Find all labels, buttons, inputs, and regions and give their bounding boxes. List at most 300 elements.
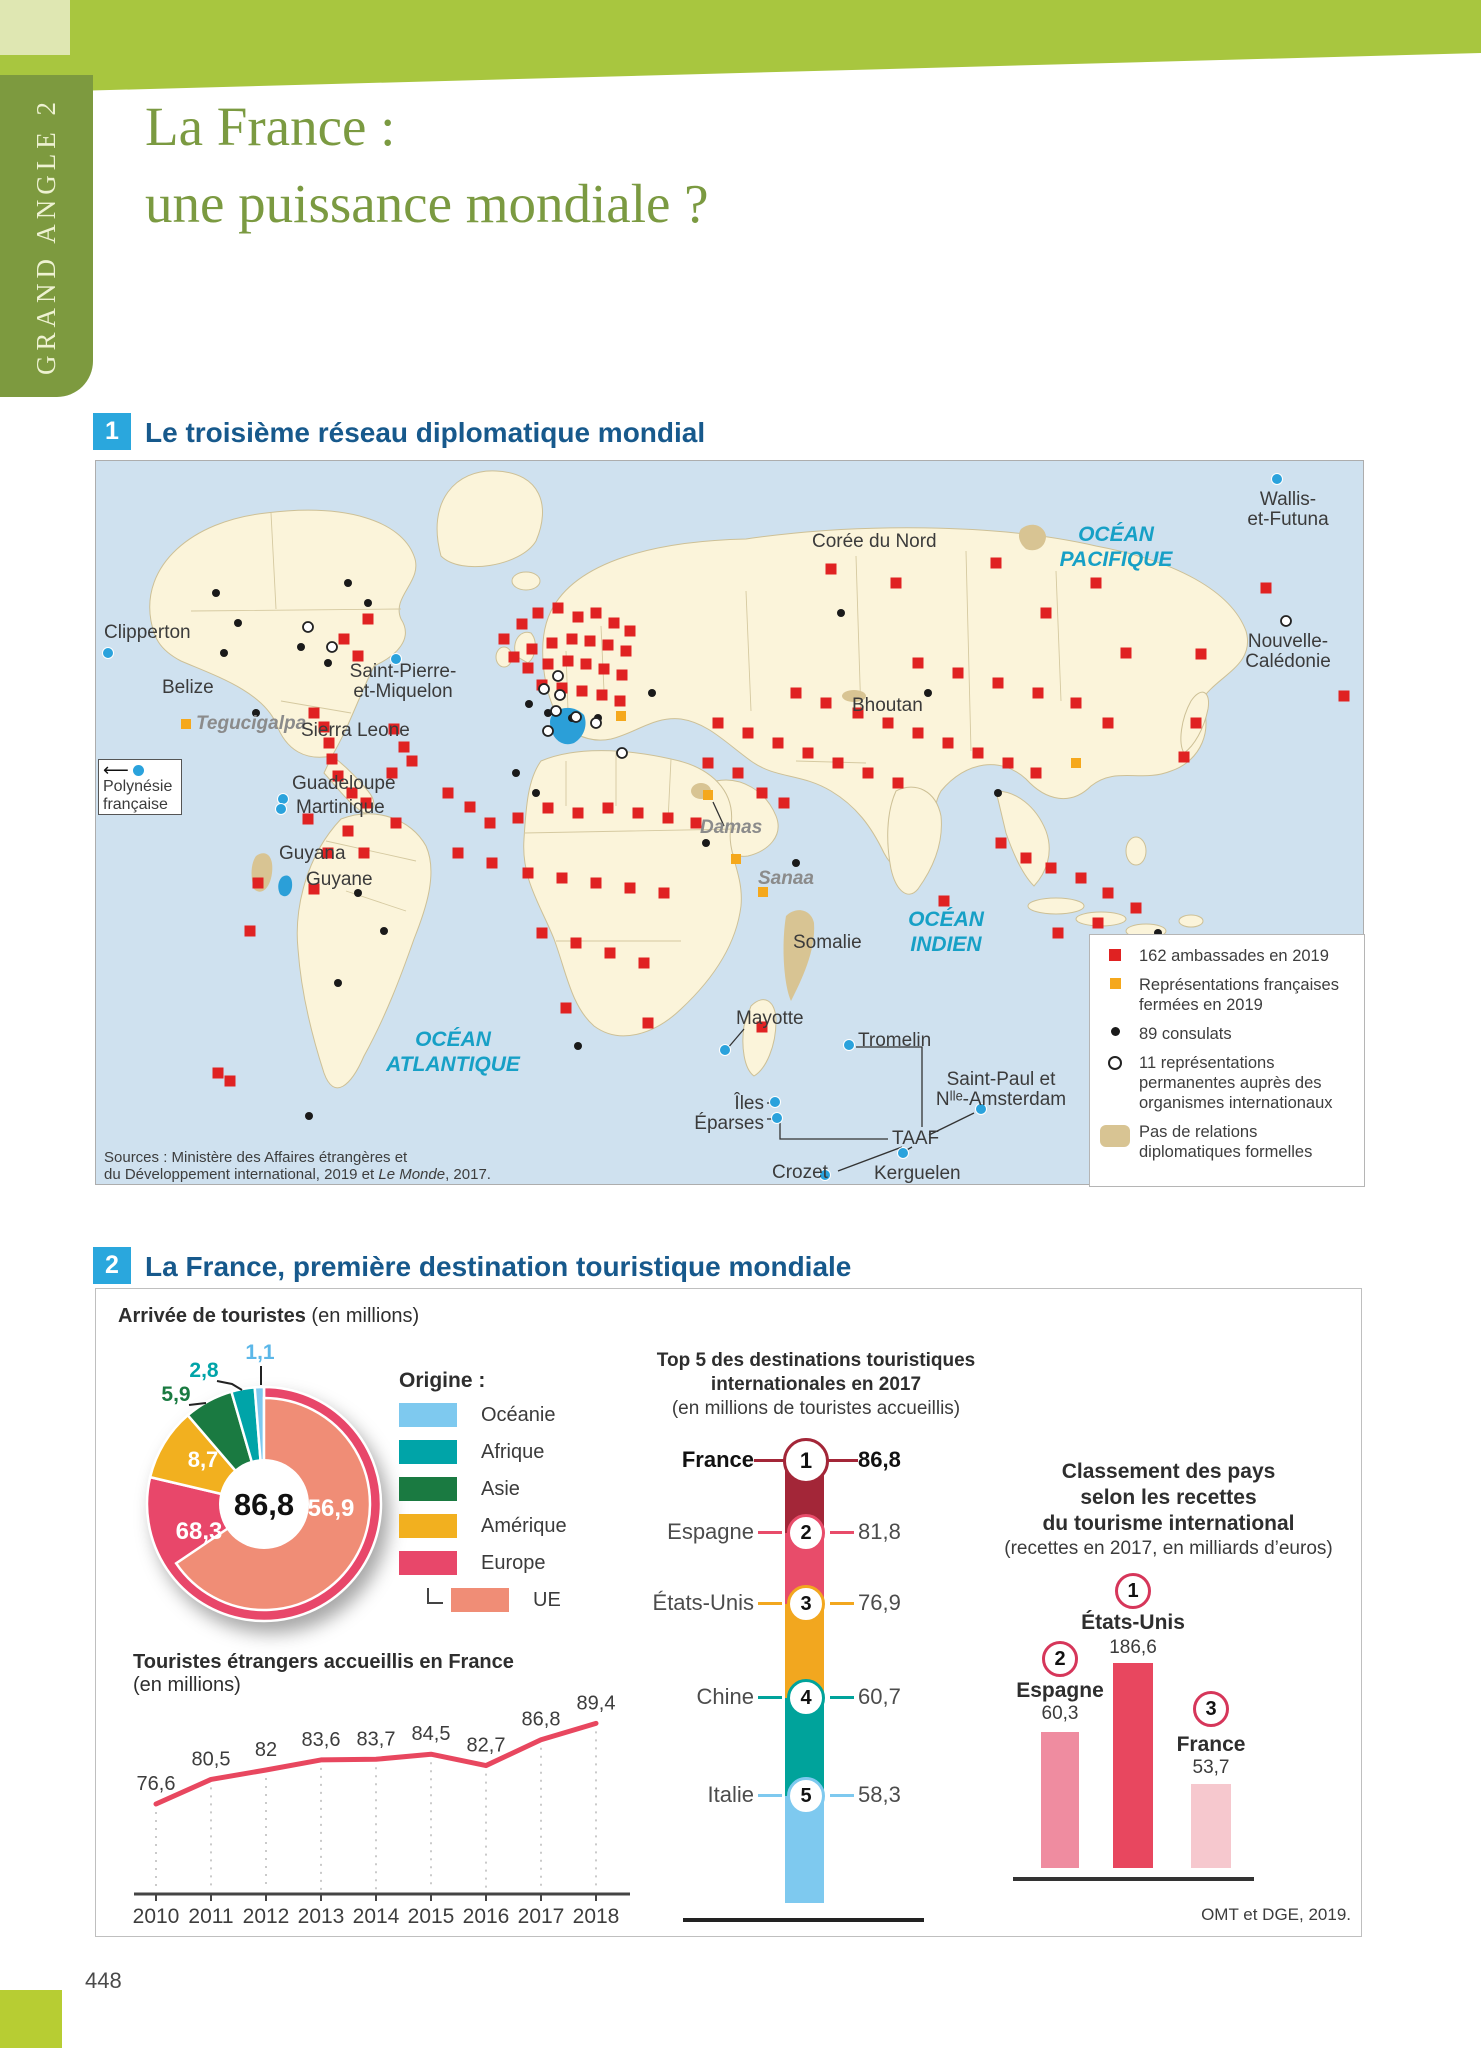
embassy-marker[interactable]	[943, 738, 954, 749]
map-place-label: Tegucigalpa	[196, 713, 307, 734]
consulate-marker[interactable]	[837, 609, 845, 617]
top5-rank-badge[interactable]: 1	[783, 1438, 829, 1484]
map-place-label: Somalie	[793, 932, 862, 953]
embassy-marker[interactable]	[585, 636, 596, 647]
embassy-marker[interactable]	[573, 808, 584, 819]
year-tick-label: 2017	[517, 1905, 565, 1928]
chapter-tab-label: GRAND ANGLE 2	[31, 97, 61, 375]
embassy-marker[interactable]	[1261, 583, 1272, 594]
tourism-infographic	[95, 1288, 1362, 1937]
embassy-marker[interactable]	[1131, 903, 1142, 914]
data-point-label: 82,7	[466, 1734, 506, 1757]
embassy-marker[interactable]	[1339, 691, 1350, 702]
embassy-marker[interactable]	[913, 728, 924, 739]
embassy-marker[interactable]	[891, 578, 902, 589]
map-place-label: Nouvelle-Calédonie	[1245, 631, 1331, 672]
consulate-dot-icon	[1100, 1024, 1130, 1044]
embassy-marker[interactable]	[485, 818, 496, 829]
embassy-marker[interactable]	[615, 696, 626, 707]
top5-value: 76,9	[858, 1590, 901, 1615]
origin-legend	[399, 1369, 639, 1612]
sumatra-shape	[1028, 898, 1084, 914]
top5-baseline	[683, 1918, 924, 1922]
ocean-label: OCÉAN INDIEN	[908, 908, 984, 956]
legend-item	[1100, 1122, 1356, 1162]
year-tick-label: 2012	[242, 1905, 290, 1928]
donut-afrique-callout: 2,8	[189, 1359, 219, 1382]
revenue-rank-badge[interactable]: 2	[1042, 1641, 1078, 1677]
consulate-marker[interactable]	[574, 1042, 582, 1050]
embassy-marker[interactable]	[1196, 649, 1207, 660]
top5-country-label: Italie	[707, 1782, 754, 1807]
top-banner	[0, 0, 1481, 96]
embassy-marker[interactable]	[996, 838, 1007, 849]
embassy-marker[interactable]	[743, 728, 754, 739]
permanent-representation-marker[interactable]	[1281, 616, 1291, 626]
consulate-marker[interactable]	[380, 927, 388, 935]
map-place-label: Tromelin	[858, 1030, 932, 1051]
closed-square-icon	[1100, 975, 1130, 1015]
year-tick-label: 2013	[297, 1905, 345, 1928]
consulate-marker[interactable]	[234, 619, 242, 627]
map-place-label: Sierra Leone	[301, 720, 410, 741]
donut-center-value: 86,8	[233, 1487, 295, 1522]
year-tick-label: 2018	[572, 1905, 620, 1928]
year-tick-label: 2015	[407, 1905, 455, 1928]
embassy-marker[interactable]	[577, 686, 588, 697]
embassy-marker[interactable]	[1103, 888, 1114, 899]
french-territory-marker[interactable]	[844, 1040, 855, 1051]
embassy-marker[interactable]	[591, 608, 602, 619]
embassy-marker[interactable]	[571, 938, 582, 949]
rank-dash	[758, 1531, 782, 1534]
consulate-marker[interactable]	[512, 769, 520, 777]
iceland-shape	[512, 572, 540, 590]
embassy-marker[interactable]	[913, 658, 924, 669]
map-place-label: Crozet	[772, 1162, 828, 1183]
year-tick-label: 2016	[462, 1905, 510, 1928]
embassy-marker[interactable]	[443, 788, 454, 799]
embassy-marker[interactable]	[327, 754, 338, 765]
embassy-marker[interactable]	[557, 873, 568, 884]
embassy-marker[interactable]	[213, 1068, 224, 1079]
embassy-marker[interactable]	[547, 638, 558, 649]
embassy-marker[interactable]	[625, 883, 636, 894]
embassy-marker[interactable]	[1091, 578, 1102, 589]
embassy-marker[interactable]	[597, 690, 608, 701]
donut-amerique-value: 8,7	[187, 1447, 219, 1472]
embassy-marker[interactable]	[591, 878, 602, 889]
section2-title: La France, première destination touristique mondiale	[145, 1251, 852, 1282]
french-territory-marker[interactable]	[898, 1148, 909, 1159]
embassy-marker[interactable]	[1093, 918, 1104, 929]
revenue-bar-France[interactable]	[1191, 1784, 1231, 1868]
closed-representation-marker[interactable]	[1071, 758, 1081, 768]
embassy-marker[interactable]	[773, 738, 784, 749]
embassy-marker[interactable]	[1033, 688, 1044, 699]
embassy-marker[interactable]	[603, 640, 614, 651]
top5-country-label: États-Unis	[652, 1590, 754, 1615]
permanent-circle-icon	[1100, 1053, 1130, 1113]
embassy-marker[interactable]	[573, 612, 584, 623]
no-relations-patch	[784, 910, 815, 1001]
diplomatic-world-map[interactable]	[95, 460, 1364, 1185]
rank-dash	[758, 1696, 782, 1699]
map-place-label: Guadeloupe	[292, 773, 396, 794]
embassy-marker[interactable]	[343, 826, 354, 837]
embassy-marker[interactable]	[803, 748, 814, 759]
embassy-square-icon	[1100, 946, 1130, 966]
embassy-marker[interactable]	[509, 652, 520, 663]
embassy-marker[interactable]	[659, 888, 670, 899]
arrivals-donut-chart	[114, 1329, 414, 1659]
closed-representation-marker[interactable]	[616, 711, 626, 721]
consulate-marker[interactable]	[344, 579, 352, 587]
embassy-marker[interactable]	[561, 1003, 572, 1014]
section1-title: Le troisième réseau diplomatique mondial	[145, 417, 706, 448]
top5-rank-badge[interactable]: 2	[787, 1514, 825, 1552]
island-shape	[1179, 915, 1203, 927]
embassy-marker[interactable]	[1121, 648, 1132, 659]
embassy-marker[interactable]	[533, 608, 544, 619]
year-tick-label: 2014	[352, 1905, 400, 1928]
embassy-marker[interactable]	[1046, 863, 1057, 874]
greenland-shape	[437, 471, 542, 567]
revenue-country-label: États-Unis	[1081, 1611, 1185, 1634]
revenue-ranking-title: Classement des pays selon les recettes du tourisme international (recettes en 2017, en milliards d’euros)	[1004, 1460, 1333, 1559]
embassy-marker[interactable]	[537, 928, 548, 939]
embassy-marker[interactable]	[363, 614, 374, 625]
embassy-marker[interactable]	[1041, 608, 1052, 619]
ocean-label: OCÉAN ATLANTIQUE	[386, 1028, 520, 1076]
map-legend	[1089, 934, 1365, 1187]
embassy-marker[interactable]	[993, 678, 1004, 689]
consulate-marker[interactable]	[324, 659, 332, 667]
closed-representation-marker[interactable]	[731, 854, 741, 864]
map-place-label: Bhoutan	[852, 695, 923, 716]
data-point-label: 82	[254, 1738, 278, 1761]
map-place-label: Corée du Nord	[812, 531, 937, 552]
consulate-marker[interactable]	[212, 589, 220, 597]
rank-dash	[830, 1794, 854, 1797]
ue-label: UE	[533, 1588, 561, 1611]
embassy-marker[interactable]	[225, 1076, 236, 1087]
embassy-marker[interactable]	[513, 813, 524, 824]
polynesie-label-line1: Polynésie	[103, 778, 173, 795]
embassy-marker[interactable]	[863, 768, 874, 779]
consulate-marker[interactable]	[220, 649, 228, 657]
data-point-label: 89,4	[576, 1692, 616, 1715]
data-point-label: 83,6	[301, 1728, 341, 1751]
map-place-label: Damas	[700, 817, 763, 838]
embassy-marker[interactable]	[883, 718, 894, 729]
map-place-label: Îles Éparses	[694, 1093, 764, 1134]
philippines-shape	[1126, 837, 1146, 865]
map-place-label: Guyane	[306, 869, 373, 890]
origin-label: Europe	[481, 1551, 546, 1574]
origin-legend-item	[399, 1403, 639, 1427]
embassy-marker[interactable]	[1031, 768, 1042, 779]
data-point-label: 80,5	[191, 1748, 231, 1771]
map-place-label: Mayotte	[736, 1008, 804, 1029]
embassy-marker[interactable]	[353, 651, 364, 662]
consulate-marker[interactable]	[297, 643, 305, 651]
origin-swatch	[399, 1514, 457, 1538]
origin-label: Asie	[481, 1477, 520, 1500]
french-territory-marker[interactable]	[720, 1045, 731, 1056]
embassy-marker[interactable]	[253, 878, 264, 889]
top5-rank-badge[interactable]: 5	[787, 1777, 825, 1815]
top5-value: 86,8	[858, 1447, 901, 1472]
embassy-marker[interactable]	[1003, 758, 1014, 769]
embassy-marker[interactable]	[567, 634, 578, 645]
map-place-label: Martinique	[296, 797, 385, 818]
line-chart-title: Touristes étrangers accueillis en France (en millions)	[133, 1651, 514, 1696]
map-place-label: Clipperton	[104, 622, 191, 643]
embassy-marker[interactable]	[713, 718, 724, 729]
consulate-marker[interactable]	[364, 599, 372, 607]
connector-line	[856, 1047, 922, 1127]
consulate-marker[interactable]	[532, 789, 540, 797]
page-number: 448	[85, 1968, 122, 1993]
french-territory-marker[interactable]	[1272, 474, 1283, 485]
map-place-label: TAAF	[892, 1128, 940, 1149]
map-sources: Sources : Ministère des Affaires étrangères et du Développement international, 2019 et Le Monde, 2017.	[104, 1149, 491, 1183]
embassy-marker[interactable]	[617, 670, 628, 681]
origin-legend-item	[399, 1477, 639, 1501]
consulate-marker[interactable]	[334, 979, 342, 987]
embassy-marker[interactable]	[1021, 853, 1032, 864]
bottom-corner-square	[0, 1990, 62, 2048]
embassy-marker[interactable]	[821, 698, 832, 709]
top5-country-label: France	[681, 1447, 754, 1472]
top5-value: 58,3	[858, 1782, 901, 1807]
data-point-label: 76,6	[136, 1773, 176, 1795]
year-tick-label: 2011	[188, 1905, 234, 1928]
rank-dash	[754, 1459, 786, 1462]
india-shape	[888, 787, 942, 894]
embassy-marker[interactable]	[543, 659, 554, 670]
embassy-marker[interactable]	[1191, 718, 1202, 729]
top5-rank-badge[interactable]: 4	[787, 1679, 825, 1717]
embassy-marker[interactable]	[621, 646, 632, 657]
data-point-label: 86,8	[521, 1708, 561, 1731]
embassy-marker[interactable]	[1076, 873, 1087, 884]
embassy-marker[interactable]	[523, 868, 534, 879]
embassy-marker[interactable]	[603, 803, 614, 814]
embassy-marker[interactable]	[399, 742, 410, 753]
embassy-marker[interactable]	[523, 663, 534, 674]
embassy-marker[interactable]	[893, 778, 904, 789]
connector-line	[727, 1029, 744, 1049]
consulate-marker[interactable]	[792, 859, 800, 867]
embassy-marker[interactable]	[779, 798, 790, 809]
origin-swatch	[399, 1403, 457, 1427]
embassy-marker[interactable]	[991, 558, 1002, 569]
corner-square	[0, 0, 70, 55]
embassy-marker[interactable]	[1103, 718, 1114, 729]
section1-badge: 1	[93, 413, 131, 450]
embassy-marker[interactable]	[625, 626, 636, 637]
embassy-marker[interactable]	[581, 659, 592, 670]
origin-swatch	[399, 1440, 457, 1464]
embassy-marker[interactable]	[733, 768, 744, 779]
embassy-marker[interactable]	[826, 564, 837, 575]
permanent-representation-marker[interactable]	[539, 684, 549, 694]
origin-swatch	[399, 1477, 457, 1501]
polynesie-callout-box	[98, 759, 182, 815]
embassy-marker[interactable]	[309, 708, 320, 719]
permanent-representation-marker[interactable]	[543, 726, 553, 736]
permanent-representation-marker[interactable]	[555, 690, 565, 700]
map-place-label: Guyana	[279, 843, 346, 864]
origin-legend-item	[399, 1551, 639, 1575]
french-territory-marker[interactable]	[103, 648, 114, 659]
chart-source: OMT et DGE, 2019.	[1201, 1905, 1351, 1924]
embassy-marker[interactable]	[339, 634, 350, 645]
french-territory-marker[interactable]	[770, 1097, 781, 1108]
revenue-value: 186,6	[1109, 1637, 1157, 1658]
top5-rank-badge[interactable]: 3	[787, 1585, 825, 1623]
legend-item	[1100, 1053, 1356, 1113]
rank-dash	[830, 1602, 854, 1605]
embassy-marker[interactable]	[553, 603, 564, 614]
origin-label: Océanie	[481, 1403, 556, 1426]
legend-item	[1100, 975, 1356, 1015]
permanent-representation-marker[interactable]	[571, 712, 581, 722]
embassy-marker[interactable]	[453, 848, 464, 859]
donut-asie-callout: 5,9	[161, 1383, 191, 1406]
embassy-marker[interactable]	[663, 813, 674, 824]
chapter-tab[interactable]	[0, 75, 93, 397]
consulate-marker[interactable]	[525, 700, 533, 708]
permanent-representation-marker[interactable]	[327, 642, 337, 652]
embassy-marker[interactable]	[791, 688, 802, 699]
origin-legend-heading: Origine :	[399, 1369, 486, 1392]
arrivals-title: Arrivée de touristes (en millions)	[118, 1305, 420, 1327]
embassy-marker[interactable]	[1071, 698, 1082, 709]
permanent-representation-marker[interactable]	[303, 622, 313, 632]
map-place-label: Wallis-et-Futuna	[1247, 489, 1329, 530]
embassy-marker[interactable]	[643, 1018, 654, 1029]
embassy-marker[interactable]	[517, 619, 528, 630]
polynesie-label-line2: française	[103, 796, 168, 813]
rank-dash	[758, 1602, 782, 1605]
embassy-marker[interactable]	[245, 926, 256, 937]
revenue-rank-badge[interactable]: 1	[1115, 1573, 1151, 1609]
rank-dash	[830, 1531, 854, 1534]
donut-ue-value: 56,9	[307, 1495, 355, 1522]
embassy-marker[interactable]	[543, 803, 554, 814]
embassy-marker[interactable]	[609, 618, 620, 629]
consulate-marker[interactable]	[305, 1112, 313, 1120]
revenue-baseline	[1013, 1877, 1254, 1881]
connector-line	[780, 1121, 888, 1139]
revenue-country-label: France	[1176, 1733, 1246, 1756]
permanent-representation-marker[interactable]	[553, 671, 563, 681]
revenue-value: 53,7	[1192, 1757, 1230, 1778]
embassy-marker[interactable]	[1053, 928, 1064, 939]
map-place-label: Belize	[162, 677, 214, 698]
french-territory-marker[interactable]	[772, 1113, 783, 1124]
permanent-representation-marker[interactable]	[551, 706, 561, 716]
closed-representation-marker[interactable]	[703, 790, 713, 800]
embassy-marker[interactable]	[639, 958, 650, 969]
embassy-marker[interactable]	[1179, 752, 1190, 763]
embassy-marker[interactable]	[407, 756, 418, 767]
consulate-marker[interactable]	[648, 689, 656, 697]
donut-callout-line	[217, 1381, 242, 1390]
embassy-marker[interactable]	[939, 896, 950, 907]
top5-value: 60,7	[858, 1684, 901, 1709]
embassy-marker[interactable]	[953, 668, 964, 679]
embassy-marker[interactable]	[605, 948, 616, 959]
map-place-label: Saint-Paul et Nˡˡᵉ-Amsterdam	[935, 1069, 1067, 1110]
top5-value: 81,8	[858, 1519, 901, 1544]
no-relations-patch-icon	[1100, 1122, 1130, 1162]
legend-item	[1100, 946, 1356, 966]
permanent-representation-marker[interactable]	[591, 718, 601, 728]
embassy-marker[interactable]	[833, 758, 844, 769]
consulate-marker[interactable]	[702, 839, 710, 847]
embassy-marker[interactable]	[599, 664, 610, 675]
embassy-marker[interactable]	[359, 848, 370, 859]
year-tick-label: 2010	[132, 1905, 180, 1928]
legend-item-text: 162 ambassades en 2019	[1139, 947, 1329, 965]
rank-dash	[830, 1696, 854, 1699]
consulate-marker[interactable]	[924, 689, 932, 697]
origin-label: Amérique	[481, 1514, 567, 1537]
closed-representation-marker[interactable]	[181, 719, 191, 729]
embassy-marker[interactable]	[527, 644, 538, 655]
embassy-marker[interactable]	[703, 758, 714, 769]
ue-elbow-icon	[427, 1588, 443, 1604]
legend-item-text: Pas de relations diplomatiques formelles	[1139, 1123, 1313, 1161]
embassy-marker[interactable]	[757, 788, 768, 799]
section2-badge: 2	[93, 1247, 131, 1284]
french-territory-marker[interactable]	[276, 804, 287, 815]
data-point-label: 84,5	[411, 1723, 451, 1746]
consulate-marker[interactable]	[994, 789, 1002, 797]
embassy-marker[interactable]	[499, 634, 510, 645]
embassy-marker[interactable]	[973, 748, 984, 759]
french-territory-marker[interactable]	[278, 794, 289, 805]
permanent-representation-marker[interactable]	[617, 748, 627, 758]
legend-item	[1100, 1024, 1356, 1044]
ue-swatch	[451, 1588, 509, 1612]
consulate-marker[interactable]	[354, 889, 362, 897]
rank-dash	[826, 1459, 858, 1462]
page-title-line2: une puissance mondiale ?	[145, 173, 709, 234]
embassy-marker[interactable]	[391, 818, 402, 829]
top5-country-label: Espagne	[667, 1519, 754, 1544]
data-point-label: 83,7	[356, 1728, 396, 1751]
donut-europe-value: 68,3	[175, 1518, 223, 1545]
ocean-label: OCÉAN PACIFIQUE	[1059, 523, 1173, 571]
revenue-bar-Espagne[interactable]	[1041, 1732, 1079, 1868]
embassy-marker[interactable]	[633, 808, 644, 819]
embassy-marker[interactable]	[465, 802, 476, 813]
top5-destinations: Top 5 des destinations touristiques internationales en 2017 (en millions de touristes accueillis)	[656, 1350, 976, 1419]
revenue-rank-badge[interactable]: 3	[1193, 1691, 1229, 1727]
origin-swatch	[399, 1551, 457, 1575]
embassy-marker[interactable]	[487, 858, 498, 869]
legend-item-text: 11 représentations permanentes auprès des organismes internationaux	[1139, 1054, 1333, 1112]
rank-dash	[758, 1794, 782, 1797]
legend-item-text: Représentations françaises fermées en 2019	[1139, 976, 1339, 1014]
west-arrow-icon: ⟵	[103, 760, 129, 780]
embassy-marker[interactable]	[563, 656, 574, 667]
